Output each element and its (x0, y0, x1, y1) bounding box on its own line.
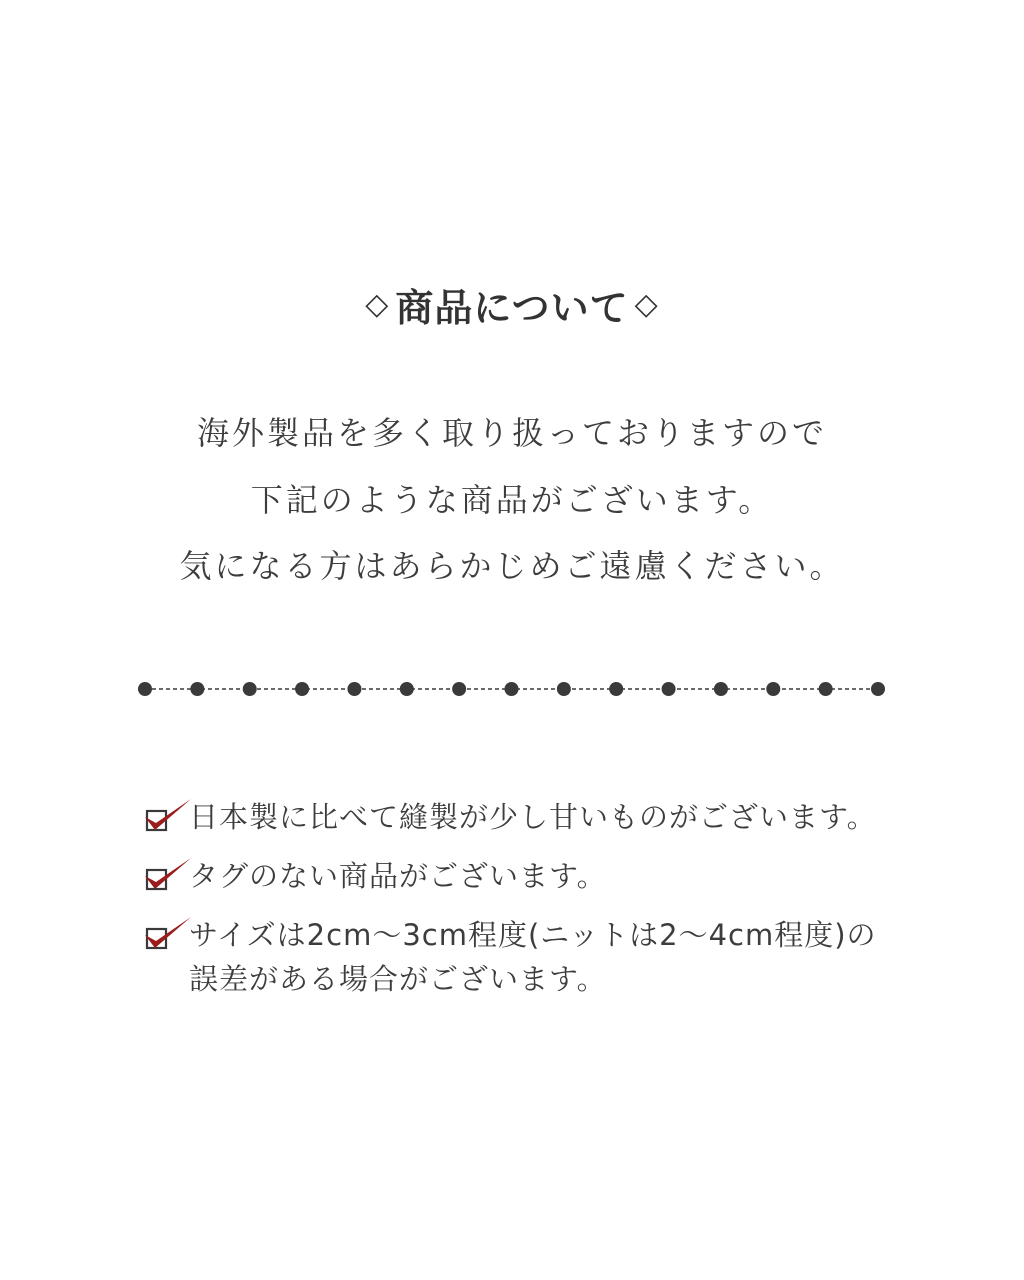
divider-dot (138, 682, 152, 696)
divider-dot (714, 682, 728, 696)
divider-dot (347, 682, 361, 696)
divider-dot (662, 682, 676, 696)
checkbox-check-icon (143, 856, 193, 896)
checkbox-check-icon (143, 915, 193, 955)
intro-line-2: 下記のような商品がございます。 (250, 481, 774, 519)
diamond-right-icon: ◇ (634, 286, 659, 322)
diamond-left-icon: ◇ (365, 286, 390, 322)
notes-list (143, 795, 933, 1016)
divider-dot (505, 682, 519, 696)
intro-line-3: 気になる方はあらかじめご遠慮ください。 (179, 547, 845, 585)
note-item (143, 795, 933, 839)
divider-dot (819, 682, 833, 696)
divider-dot (557, 682, 571, 696)
dotted-divider-graphic (135, 678, 895, 700)
divider-dot (871, 682, 885, 696)
divider-dot (766, 682, 780, 696)
divider-dot (190, 682, 204, 696)
note-text: 日本製に比べて縫製が少し甘いものがございます。 (189, 800, 877, 834)
note-text: サイズは2cm〜3cm程度(ニットは2〜4cm程度)の (189, 918, 877, 952)
note-text: タグのない商品がございます。 (189, 859, 607, 893)
note-item (143, 854, 933, 898)
note-item (143, 913, 933, 1001)
checkbox-check-icon (143, 797, 193, 837)
divider-dot (400, 682, 414, 696)
divider-dot (452, 682, 466, 696)
dotted-divider (135, 678, 895, 700)
divider-dot (243, 682, 257, 696)
divider-dot (295, 682, 309, 696)
divider-dot (609, 682, 623, 696)
note-text-continued: 誤差がある場合がございます。 (189, 962, 607, 996)
intro-line-1: 海外製品を多く取り扱っておりますので (196, 414, 827, 452)
section-title (0, 276, 1024, 332)
section-title-text: 商品について (395, 285, 629, 330)
